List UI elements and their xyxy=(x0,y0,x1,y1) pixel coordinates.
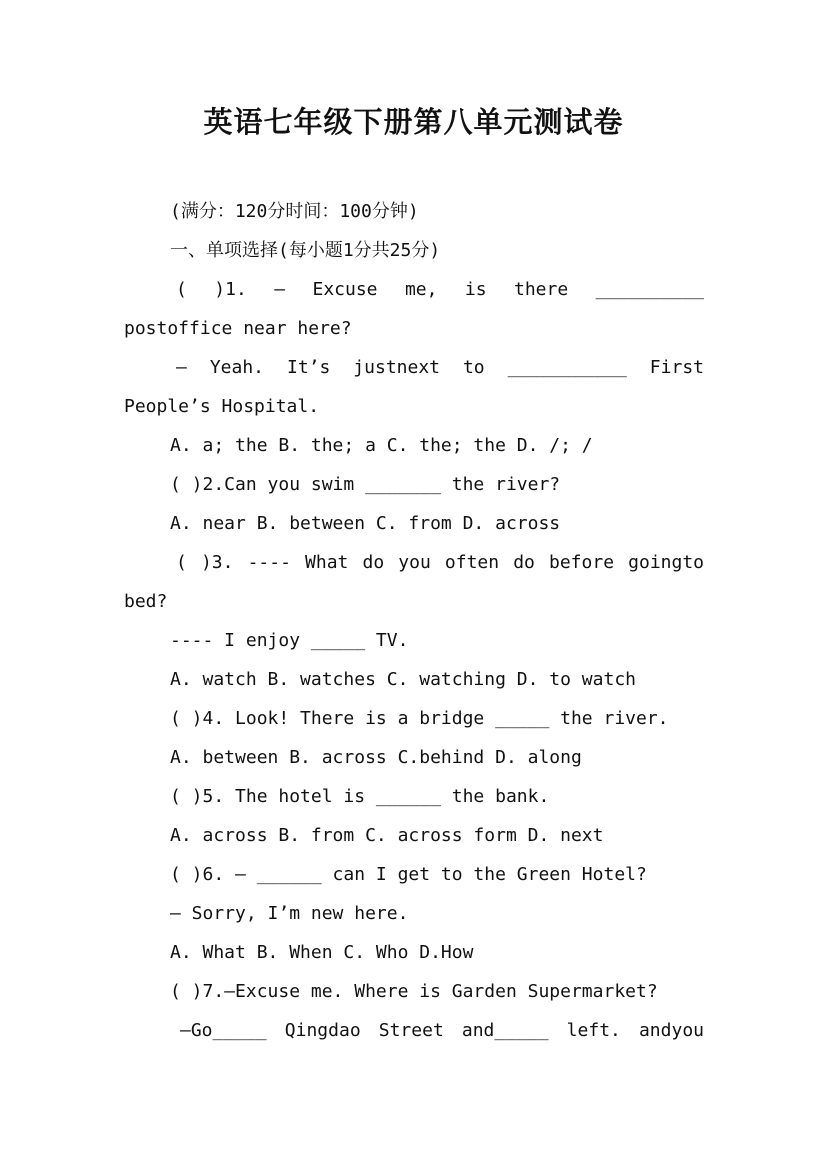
question-3-line-2: bed? xyxy=(124,591,168,612)
question-7-line-2: —Go_____ Qingdao Street and_____ left. andyou xyxy=(180,1020,704,1041)
question-6: ( )6. — ______ can I get to the Green Hotel? xyxy=(170,864,647,885)
question-4-options: A. between B. across C.behind D. along xyxy=(170,747,582,768)
question-7-line-1: ( )7.—Excuse me. Where is Garden Supermarket? xyxy=(170,981,658,1002)
question-1-options: A. a; the B. the; a C. the; the D. /; / xyxy=(170,435,593,456)
question-3-options: A. watch B. watches C. watching D. to watch xyxy=(170,669,636,690)
question-5-options: A. across B. from C. across form D. next xyxy=(170,825,604,846)
score-time-line: (满分：120分时间：100分钟) xyxy=(170,201,419,222)
page-title: 英语七年级下册第八单元测试卷 xyxy=(203,105,624,139)
question-2: ( )2.Can you swim _______ the river? xyxy=(170,474,561,495)
question-1-line-1: ( )1. — Excuse me, is there __________ xyxy=(176,279,704,300)
question-2-options: A. near B. between C. from D. across xyxy=(170,513,561,534)
question-1-line-2: postoffice near here? xyxy=(124,318,352,339)
question-6-options: A. What B. When C. Who D.How xyxy=(170,942,474,963)
question-3-line-1: ( )3. ---- What do you often do before goingto xyxy=(176,552,704,573)
question-5: ( )5. The hotel is ______ the bank. xyxy=(170,786,550,807)
question-1-line-4: People’s Hospital. xyxy=(124,396,320,417)
question-1-line-3: — Yeah. It’s justnext to ___________ First xyxy=(176,357,704,378)
document-body xyxy=(124,192,704,1050)
question-4: ( )4. Look! There is a bridge _____ the river. xyxy=(170,708,669,729)
section-heading: 一、单项选择(每小题1分共25分) xyxy=(170,240,441,261)
question-3-line-3: ---- I enjoy _____ TV. xyxy=(170,630,409,651)
question-6-reply: — Sorry, I’m new here. xyxy=(170,903,409,924)
